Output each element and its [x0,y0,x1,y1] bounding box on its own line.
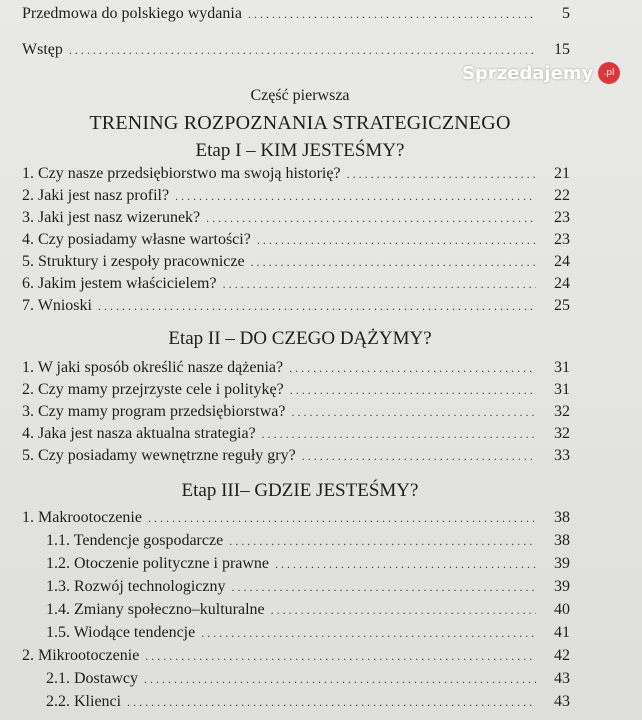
entry-page-number: 31 [554,381,570,398]
entry-title: 2.2. Klienci [46,693,122,710]
entry-title: 2.1. Dostawcy [46,670,138,687]
dot-leader [290,383,536,398]
dot-leader [291,405,536,420]
entry-title: 5. Struktury i zespoły pracownicze [22,253,245,270]
entry-title: 3. Jaki jest nasz wizerunek? [22,209,201,226]
entry-title: 1.4. Zmiany społeczno–kulturalne [46,601,265,618]
entry-title: 7. Wnioski [22,297,92,314]
toc-entry [22,379,570,401]
part-title: TRENING ROZPOZNANIA STRATEGICZNEGO [89,112,511,134]
entry-page-number: 33 [554,447,570,464]
dot-leader [127,695,536,710]
entry-title: 3. Czy mamy program przedsiębiorstwa? [22,403,286,420]
entry-title: Wstęp [22,41,63,58]
dot-leader [148,511,536,526]
entry-title: 4. Czy posiadamy własne wartości? [22,231,251,248]
toc-entry [22,295,570,317]
entry-page-number: 21 [554,165,570,182]
watermark-badge: .pl [598,62,620,84]
watermark-logo: Sprzedajemy [462,63,594,84]
dot-leader [232,580,536,595]
dot-leader [144,672,536,687]
toc-entry-introduction [22,39,570,61]
toc-entry [22,401,570,423]
entry-page-number: 24 [554,253,570,270]
toc-entry [22,645,570,667]
entry-title: 1. Czy nasze przedsiębiorstwo ma swoją historię? [22,165,341,182]
toc-entry [22,185,570,207]
dot-leader [145,649,536,664]
dot-leader [201,626,536,641]
dot-leader [223,277,536,292]
entry-title: 4. Jaka jest nasza aktualna strategia? [22,425,256,442]
dot-leader [302,449,536,464]
toc-entry [46,622,570,644]
toc-entry [46,530,570,552]
toc-entry [46,553,570,575]
dot-leader [289,361,536,376]
dot-leader [257,233,536,248]
entry-title: 1.2. Otoczenie polityczne i prawne [46,555,270,572]
toc-entry [22,229,570,251]
entry-title: 1. Makrootoczenie [22,509,142,526]
dot-leader [69,43,536,58]
stage-3-heading: Etap III– GDZIE JESTEŚMY? [181,480,419,501]
toc-entry [22,207,570,229]
entry-title: 1. W jaki sposób określić nasze dążenia? [22,359,284,376]
entry-page-number: 5 [562,5,570,22]
entry-page-number: 32 [554,403,570,420]
entry-page-number: 43 [554,670,570,687]
entry-page-number: 31 [554,359,570,376]
entry-page-number: 40 [554,601,570,618]
dot-leader [98,299,536,314]
entry-page-number: 43 [554,693,570,710]
toc-entry-preface [22,3,570,25]
entry-page-number: 38 [554,532,570,549]
entry-page-number: 38 [554,509,570,526]
entry-page-number: 25 [554,297,570,314]
entry-page-number: 39 [554,555,570,572]
entry-page-number: 23 [554,231,570,248]
entry-title: 1.5. Wiodące tendencje [46,624,196,641]
toc-entry [22,423,570,445]
entry-page-number: 32 [554,425,570,442]
entry-page-number: 15 [554,41,570,58]
entry-page-number: 42 [554,647,570,664]
part-label: Część pierwsza [250,87,350,104]
entry-page-number: 22 [554,187,570,204]
entry-page-number: 39 [554,578,570,595]
dot-leader [347,167,536,182]
toc-entry [22,251,570,273]
dot-leader [271,603,536,618]
entry-page-number: 24 [554,275,570,292]
toc-entry [46,599,570,621]
entry-title: 5. Czy posiadamy wewnętrzne reguły gry? [22,447,296,464]
toc-entry [22,163,570,185]
dot-leader [229,534,536,549]
toc-entry [22,445,570,467]
entry-title: 1.3. Rozwój technologiczny [46,578,226,595]
entry-title: 1.1. Tendencje gospodarcze [46,532,224,549]
entry-title: Przedmowa do polskiego wydania [22,5,242,22]
entry-title: 2. Jaki jest nasz profil? [22,187,170,204]
entry-title: 2. Czy mamy przejrzyste cele i politykę? [22,381,284,398]
entry-page-number: 41 [554,624,570,641]
toc-entry [46,668,570,690]
entry-title: 2. Mikrootoczenie [22,647,140,664]
dot-leader [262,427,536,442]
toc-entry [22,357,570,379]
entry-title: 6. Jakim jestem właścicielem? [22,275,217,292]
dot-leader [251,255,536,270]
dot-leader [275,557,536,572]
toc-entry [46,691,570,713]
dot-leader [175,189,536,204]
toc-entry [22,507,570,529]
dot-leader [206,211,536,226]
stage-2-heading: Etap II – DO CZEGO DĄŻYMY? [168,328,432,349]
stage-1-heading: Etap I – KIM JESTEŚMY? [195,140,405,161]
toc-entry [46,576,570,598]
entry-page-number: 23 [554,209,570,226]
toc-entry [22,273,570,295]
dot-leader [248,7,536,22]
